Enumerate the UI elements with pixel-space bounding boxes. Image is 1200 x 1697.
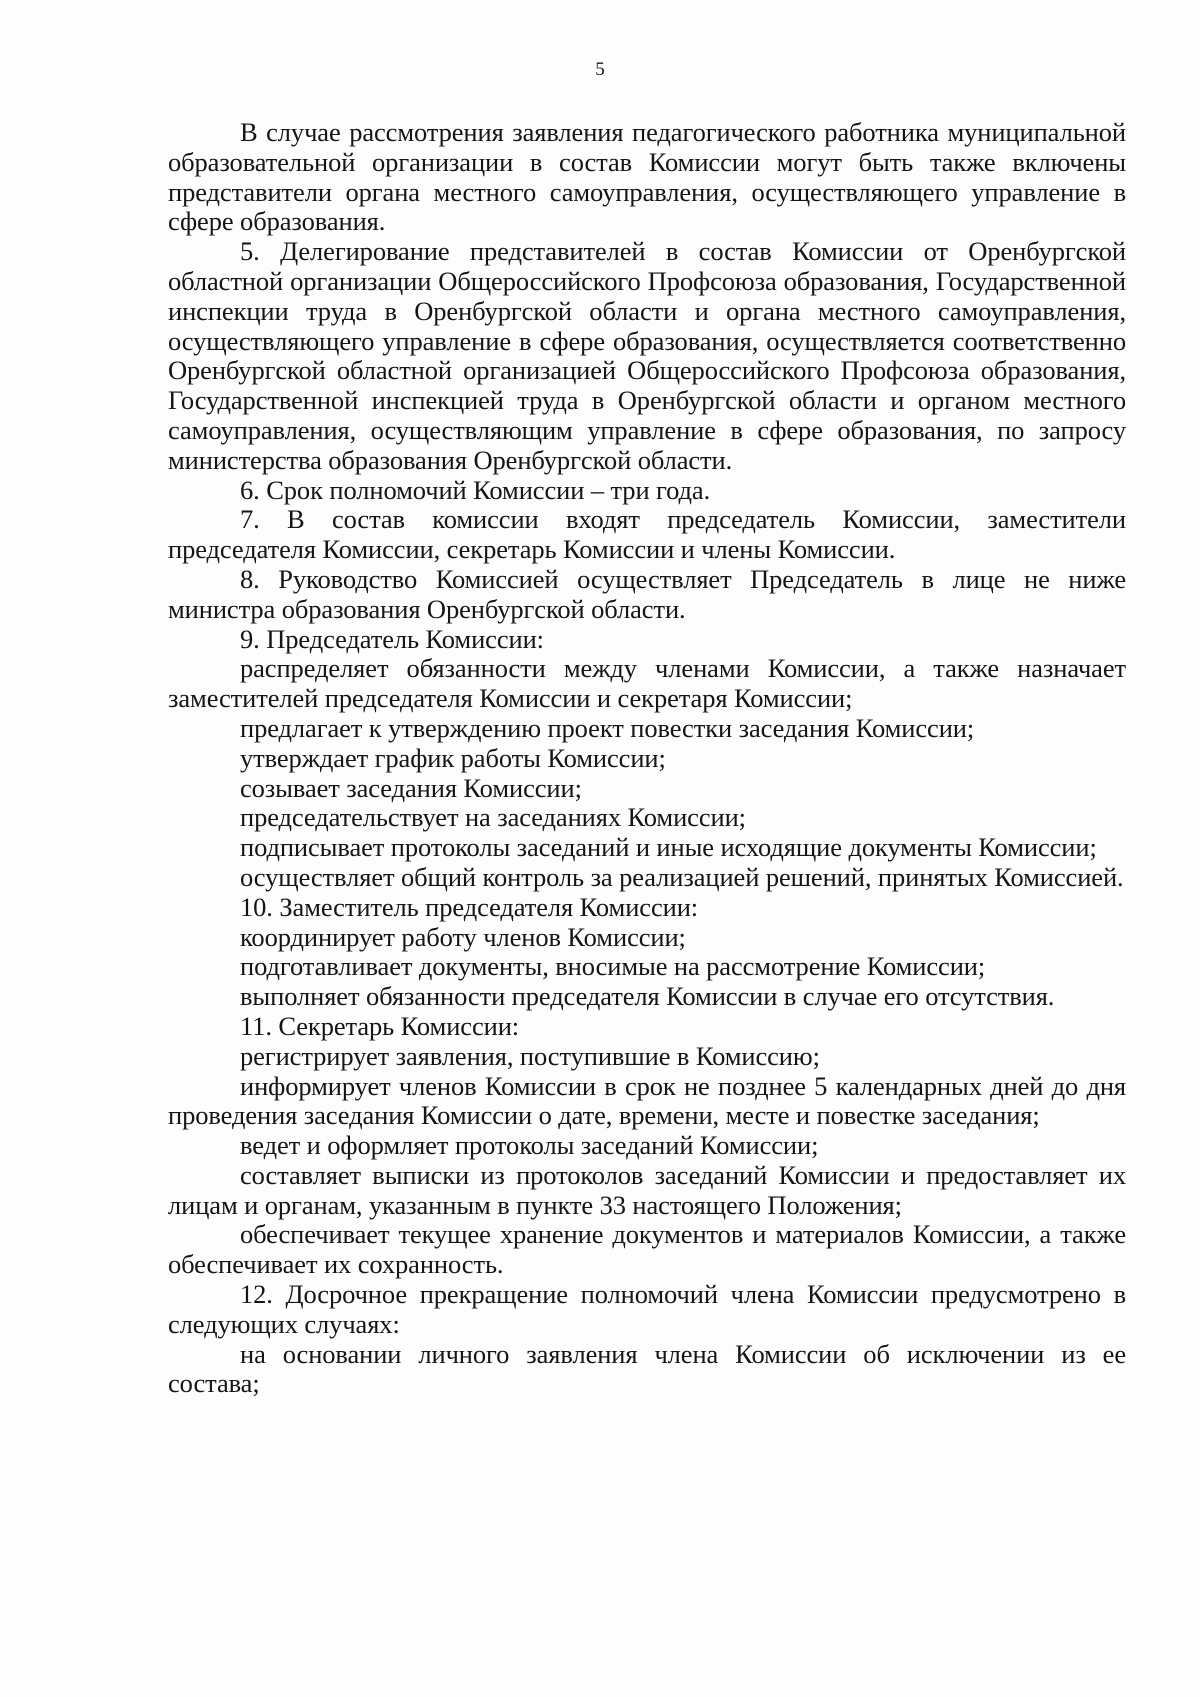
document-body bbox=[168, 118, 1126, 1399]
paragraph-6-term: 6. Срок полномочий Комиссии – три года. bbox=[240, 474, 711, 505]
paragraph-12-early-termination: 12. Досрочное прекращение полномочий члена Комиссии предусмотрено в следующих случаях: bbox=[168, 1279, 1126, 1339]
paragraph-9-duty-distributes: распределяет обязанности между членами Комиссии, а также назначает заместителей председателя Комиссии и секретаря Комиссии; bbox=[168, 653, 1126, 714]
page-number: 5 bbox=[595, 59, 605, 80]
paragraph-10-duty-prepares: подготавливает документы, вносимые на рассмотрение Комиссии; bbox=[240, 951, 986, 982]
paragraph-11-duty-minutes: ведет и оформляет протоколы заседаний Комиссии; bbox=[240, 1130, 819, 1161]
paragraph-9-duty-proposes: предлагает к утверждению проект повестки заседания Комиссии; bbox=[240, 712, 975, 743]
paragraph-12-case-personal-request: на основании личного заявления члена Комиссии об исключении из ее состава; bbox=[168, 1338, 1126, 1399]
paragraph-9-duty-controls: осуществляет общий контроль за реализацией решений, принятых Комиссией. bbox=[240, 861, 1124, 892]
paragraph-9-duty-approves: утверждает график работы Комиссии; bbox=[240, 742, 666, 773]
paragraph-11-secretary-heading: 11. Секретарь Комиссии: bbox=[240, 1010, 520, 1041]
paragraph-10-duty-substitutes: выполняет обязанности председателя Комиссии в случае его отсутствия. bbox=[240, 981, 1055, 1012]
paragraph-10-deputy-heading: 10. Заместитель председателя Комиссии: bbox=[240, 891, 699, 922]
paragraph-10-duty-coordinates: координирует работу членов Комиссии; bbox=[240, 921, 686, 952]
paragraph-9-chairman-heading: 9. Председатель Комиссии: bbox=[240, 623, 544, 654]
paragraph-8-leadership: 8. Руководство Комиссией осуществляет Председатель в лице не ниже министра образования Оренбургской области. bbox=[168, 563, 1126, 624]
paragraph-9-duty-signs: подписывает протоколы заседаний и иные исходящие документы Комиссии; bbox=[240, 832, 1097, 863]
paragraph-11-duty-storage: обеспечивает текущее хранение документов и материалов Комиссии, а также обеспечивает их сохранность. bbox=[168, 1219, 1126, 1280]
paragraph-9-duty-convenes: созывает заседания Комиссии; bbox=[240, 772, 582, 803]
paragraph-11-duty-registers: регистрирует заявления, поступившие в Комиссию; bbox=[240, 1040, 820, 1071]
paragraph-intro-municipal: В случае рассмотрения заявления педагогического работника муниципальной образовательной организации в состав Комиссии могут быть также включены представители органа местного самоуправления, осуществляющего управление в сфере образования. bbox=[168, 117, 1126, 237]
paragraph-5-delegation: 5. Делегирование представителей в состав Комиссии от Оренбургской областной организации Общероссийского Профсоюза образования, Государственной инспекции труда в Оренбургской области и органа местного самоуправления, осуществляющего управление в сфере образования, осуществляется соответственно Оренбургской областной организацией Общероссийского Профсоюза образования, Государственной инспекцией труда в Оренбургской области и органом местного самоуправления, осуществляющим управление в сфере образования, по запросу министерства образования Оренбургской области. bbox=[168, 236, 1126, 475]
paragraph-9-duty-presides: председательствует на заседаниях Комиссии; bbox=[240, 802, 746, 833]
paragraph-11-duty-informs: информирует членов Комиссии в срок не позднее 5 календарных дней до дня проведения заседания Комиссии о дате, времени, месте и повестке заседания; bbox=[168, 1070, 1126, 1131]
paragraph-7-composition: 7. В состав комиссии входят председатель Комиссии, заместители председателя Комиссии, секретарь Комиссии и члены Комиссии. bbox=[168, 504, 1126, 565]
paragraph-11-duty-extracts: составляет выписки из протоколов заседаний Комиссии и предоставляет их лицам и органам, указанным в пункте 33 настоящего Положения; bbox=[168, 1159, 1126, 1220]
